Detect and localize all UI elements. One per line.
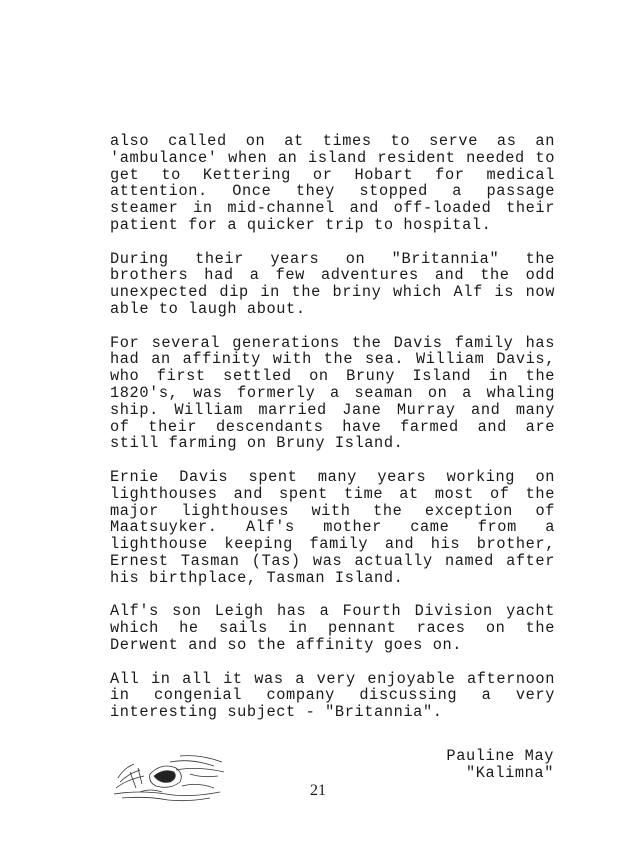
text-line: patient for a quicker trip to hospital. <box>110 215 492 234</box>
paragraph-ambulance <box>110 133 555 234</box>
paragraph-davis-family <box>110 335 555 453</box>
text-line: in congenial company discussing a very <box>110 686 555 705</box>
text-line: of their descendants have farmed and are <box>110 417 555 436</box>
text-line: Maatsuyker. Alf's mother came from a <box>110 518 555 537</box>
article-body <box>110 133 555 738</box>
text-line: his birthplace, Tasman Island. <box>110 568 404 587</box>
text-line: ship. William married Jane Murray and many <box>110 400 555 419</box>
text-line: 1820's, was formerly a seaman on a whaling <box>110 383 555 402</box>
text-line: For several generations the Davis family has <box>110 333 555 352</box>
paragraph-adventures <box>110 251 555 318</box>
boat-sketch-illustration <box>110 748 230 804</box>
text-line: During their years on "Britannia" the <box>110 249 555 268</box>
text-line: also called on at times to serve as an <box>110 132 555 150</box>
text-line: still farming on Bruny Island. <box>110 434 404 453</box>
text-line: get to Kettering or Hobart for medical <box>110 165 555 184</box>
text-line: 'ambulance' when an island resident needed to <box>110 148 555 167</box>
text-line: All in all it was a very enjoyable afternoon <box>110 669 555 688</box>
paragraph-yacht <box>110 603 555 653</box>
text-line: lighthouse keeping family and his brother, <box>110 535 555 554</box>
text-line: major lighthouses with the exception of <box>110 501 555 520</box>
author-name: Pauline May <box>446 747 554 765</box>
paragraph-lighthouses <box>110 469 555 587</box>
text-line: steamer in mid-channel and off-loaded their <box>110 199 555 218</box>
text-line: had an affinity with the sea. William Davis, <box>110 350 555 369</box>
text-line: Alf's son Leigh has a Fourth Division yacht <box>110 602 555 621</box>
text-line: Ernie Davis spent many years working on <box>110 467 555 486</box>
text-line: which he sails in pennant races on the <box>110 619 555 638</box>
text-line: unexpected dip in the briny which Alf is now <box>110 283 555 302</box>
text-line: Ernest Tasman (Tas) was actually named after <box>110 551 555 570</box>
text-line: brothers had a few adventures and the odd <box>110 266 555 285</box>
text-line: Derwent and so the affinity goes on. <box>110 635 463 654</box>
text-line: attention. Once they stopped a passage <box>110 182 555 201</box>
page-number: 21 <box>310 782 326 799</box>
text-line: able to laugh about. <box>110 299 306 318</box>
paragraph-conclusion <box>110 671 555 721</box>
text-line: lighthouses and spent time at most of the <box>110 484 555 503</box>
author-signature <box>400 748 554 782</box>
boat-name: "Kalimna" <box>465 764 554 782</box>
text-line: interesting subject - "Britannia". <box>110 703 443 722</box>
text-line: who first settled on Bruny Island in the <box>110 367 555 386</box>
